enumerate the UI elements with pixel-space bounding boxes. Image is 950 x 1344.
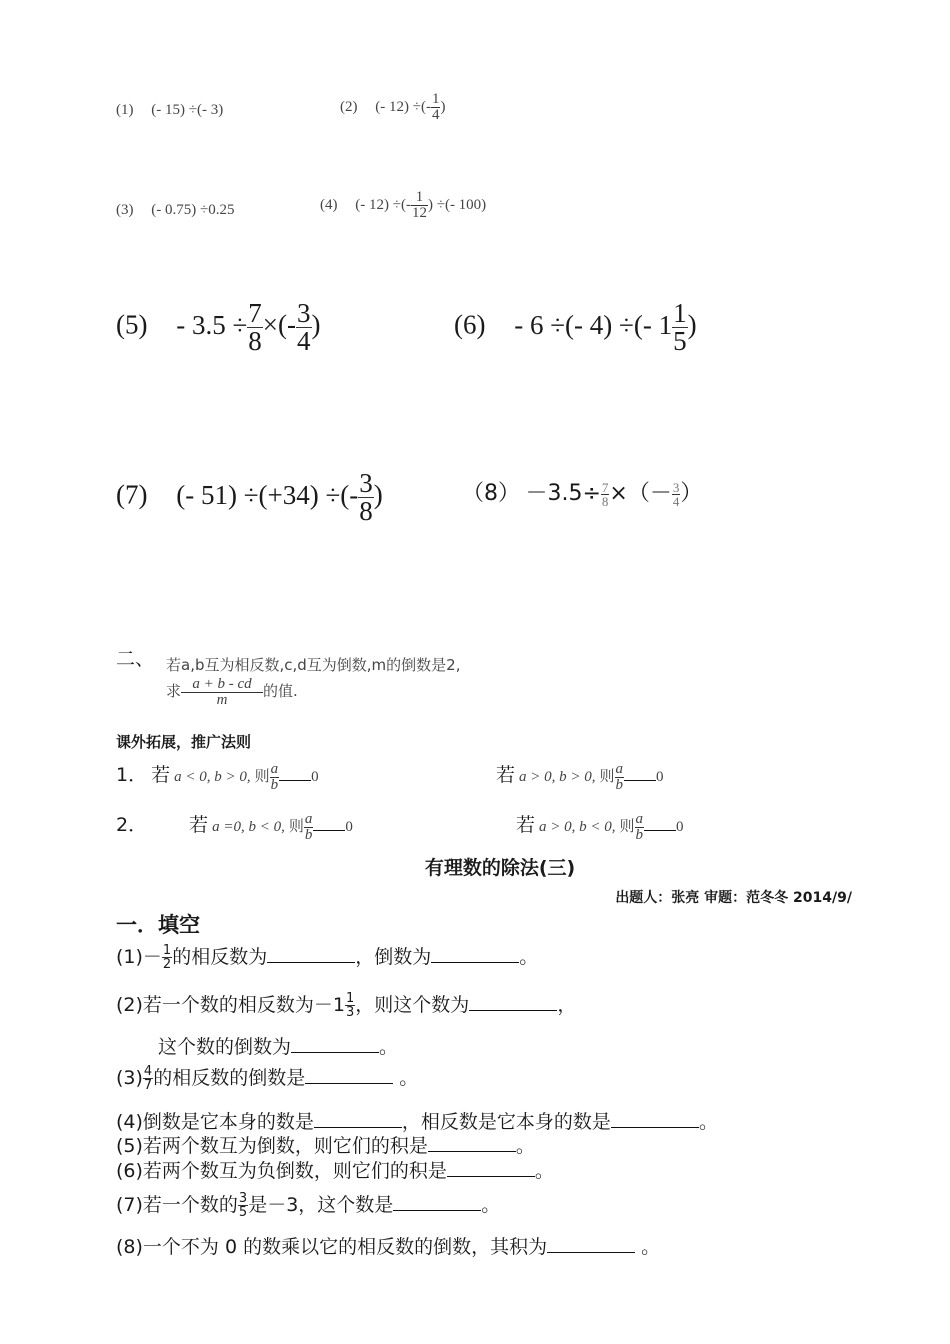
- denominator: m: [181, 692, 263, 708]
- problem-label: (1): [116, 102, 134, 118]
- section-2-line2: [166, 677, 298, 708]
- condition: a > 0, b > 0,: [519, 769, 596, 785]
- numerator: 3: [359, 468, 373, 498]
- section-2-line1: 若a,b互为相反数,c,d互为倒数,m的倒数是2,: [166, 656, 461, 674]
- fraction: [358, 470, 374, 525]
- extension-row-2b: [516, 810, 684, 843]
- numerator: 3: [238, 1191, 248, 1206]
- text: 这个数的倒数为: [158, 1036, 292, 1058]
- text: 的相反数的倒数是: [153, 1067, 306, 1089]
- numerator: 3: [672, 480, 680, 496]
- fraction: [238, 1192, 248, 1219]
- answer-blank[interactable]: [624, 764, 656, 781]
- numerator: 4: [143, 1064, 153, 1079]
- fraction: [162, 944, 172, 971]
- text: 。: [481, 1194, 501, 1216]
- problem-5: [116, 300, 321, 355]
- text: 。: [393, 1067, 419, 1089]
- fraction: [270, 762, 280, 793]
- fill-q7: [116, 1190, 500, 1219]
- answer-blank[interactable]: [313, 814, 345, 831]
- expression: - 6 ÷(- 4) ÷(- 1: [514, 309, 673, 340]
- fraction: [181, 677, 263, 708]
- text: (4)倒数是它本身的数是: [116, 1111, 314, 1133]
- fraction: [672, 300, 688, 355]
- numerator: 7: [248, 298, 262, 328]
- numerator: 3: [297, 298, 311, 328]
- numerator: a: [615, 760, 624, 777]
- text: 。: [519, 946, 539, 968]
- numerator: a: [635, 810, 644, 827]
- numerator: 1: [415, 189, 424, 205]
- problem-1: [116, 102, 223, 119]
- denominator: b: [615, 776, 624, 793]
- condition: a > 0, b < 0,: [539, 819, 616, 835]
- answer-blank[interactable]: [611, 1108, 699, 1128]
- text: 若: [496, 764, 516, 786]
- numerator: 1: [431, 91, 440, 107]
- text: 。: [534, 1160, 554, 1182]
- text: 0: [676, 819, 684, 835]
- fill-q8: [116, 1232, 660, 1259]
- problem-4: [320, 190, 486, 221]
- answer-blank[interactable]: [431, 943, 519, 963]
- numerator: a: [304, 810, 313, 827]
- fraction: [635, 812, 645, 843]
- answer-blank[interactable]: [644, 814, 676, 831]
- answer-blank[interactable]: [428, 1132, 516, 1152]
- problem-label: (7): [116, 479, 148, 510]
- expression: ）: [680, 481, 703, 506]
- denominator: b: [270, 776, 279, 793]
- text: 。: [515, 1135, 535, 1157]
- numerator: a: [270, 760, 279, 777]
- row-label: 1．: [116, 764, 148, 786]
- problem-label: (5): [116, 309, 148, 340]
- extension-heading: 课外拓展，推广法则: [116, 733, 252, 751]
- text: (5)若两个数互为倒数，则它们的积是: [116, 1135, 428, 1157]
- expression: ): [373, 479, 383, 510]
- expression: －3.5÷: [525, 481, 601, 506]
- denominator: 5: [673, 326, 687, 356]
- text: 0: [311, 769, 319, 785]
- answer-blank[interactable]: [547, 1233, 635, 1253]
- fill-q2-line2: [158, 1032, 398, 1059]
- expression: ) ÷(- 100): [427, 196, 487, 213]
- fill-q6: [116, 1156, 554, 1183]
- denominator: 12: [411, 205, 427, 221]
- text: ，: [557, 994, 577, 1016]
- problem-label: （8）: [462, 481, 520, 506]
- text: ，倒数为: [355, 946, 432, 968]
- fraction: [345, 992, 355, 1019]
- text: 0: [656, 769, 664, 785]
- fraction: [411, 190, 428, 221]
- denominator: 4: [672, 494, 680, 510]
- expression: (- 51) ÷(+34) ÷(-: [176, 479, 359, 510]
- expression: - 3.5 ÷: [176, 309, 248, 340]
- extension-row-2: [116, 810, 353, 843]
- fraction: [143, 1065, 153, 1092]
- denominator: 2: [162, 957, 172, 972]
- problem-7: [116, 470, 383, 525]
- row-label: 2．: [116, 814, 148, 836]
- denominator: 4: [297, 326, 311, 356]
- denominator: b: [635, 826, 644, 843]
- denominator: b: [304, 826, 313, 843]
- fill-q4: [116, 1107, 718, 1134]
- fill-q3: [116, 1063, 418, 1092]
- problem-8: [462, 476, 702, 508]
- answer-blank[interactable]: [314, 1108, 402, 1128]
- denominator: 8: [248, 326, 262, 356]
- text: (3): [116, 1067, 143, 1089]
- numerator: 7: [601, 480, 609, 496]
- problem-label: (3): [116, 202, 134, 218]
- text: (2)若一个数的相反数为－1: [116, 994, 346, 1016]
- answer-blank[interactable]: [267, 943, 355, 963]
- text: (6)若两个数互为负倒数，则它们的积是: [116, 1160, 447, 1182]
- problem-6: [454, 300, 697, 355]
- answer-blank[interactable]: [279, 764, 311, 781]
- fill-q1: [116, 942, 538, 971]
- text: 则: [288, 817, 304, 835]
- text: 。: [635, 1236, 661, 1258]
- fill-q2: [116, 990, 576, 1019]
- expression: ×（－: [609, 481, 672, 506]
- text: 的相反数为: [172, 946, 268, 968]
- text: 则: [254, 767, 270, 785]
- fraction: [615, 762, 625, 793]
- expression: (- 0.75) ÷0.25: [151, 202, 235, 218]
- denominator: 4: [431, 107, 440, 123]
- denominator: 8: [359, 496, 373, 526]
- fill-q5: [116, 1131, 535, 1158]
- problem-2: [340, 92, 445, 123]
- expression: (- 15) ÷(- 3): [151, 102, 224, 118]
- denominator: 5: [238, 1205, 248, 1220]
- extension-row-1b: [496, 760, 664, 793]
- section-2-label: 二、: [116, 648, 155, 670]
- extension-row-1: [116, 760, 319, 793]
- text: (1)－: [116, 946, 162, 968]
- problem-3: [116, 202, 234, 219]
- answer-blank[interactable]: [291, 1033, 379, 1053]
- expression: (- 12) ÷(-: [375, 98, 431, 115]
- answer-blank[interactable]: [469, 991, 557, 1011]
- numerator: 1: [673, 298, 687, 328]
- page-title: 有理数的除法(三): [424, 857, 576, 879]
- text: 若: [516, 814, 536, 836]
- answer-blank[interactable]: [305, 1064, 393, 1084]
- text: 的值.: [263, 681, 298, 700]
- numerator: a + b - cd: [192, 676, 252, 692]
- text: (8)一个不为 0 的数乘以它的相反数的倒数，其积为: [116, 1236, 548, 1258]
- text: 若: [189, 814, 209, 836]
- text: 0: [345, 819, 353, 835]
- numerator: 1: [162, 943, 172, 958]
- problem-label: (6): [454, 309, 486, 340]
- fraction: [296, 300, 312, 355]
- denominator: 3: [346, 1005, 355, 1020]
- expression: ): [440, 98, 446, 115]
- text: 求: [166, 681, 182, 700]
- condition: a < 0, b > 0,: [174, 769, 251, 785]
- expression: (- 12) ÷(-: [355, 196, 411, 213]
- text: 。: [379, 1036, 399, 1058]
- fill-heading: 一．填空: [116, 913, 200, 937]
- fraction: [247, 300, 263, 355]
- condition: a =0, b < 0,: [212, 819, 285, 835]
- text: ，相反数是它本身的数是: [401, 1111, 611, 1133]
- text: 则: [599, 767, 615, 785]
- answer-blank[interactable]: [447, 1157, 535, 1177]
- text: 则: [619, 817, 635, 835]
- fraction: [304, 812, 314, 843]
- problem-label: (2): [340, 98, 358, 115]
- denominator: 8: [601, 494, 609, 510]
- author-line: 出题人：张亮 审题：范冬冬 2014/9/: [615, 890, 852, 906]
- answer-blank[interactable]: [393, 1191, 481, 1211]
- text: ，则这个数为: [355, 994, 470, 1016]
- text: (7)若一个数的: [116, 1194, 238, 1216]
- expression: ×(-: [262, 309, 297, 340]
- expression: ): [311, 309, 321, 340]
- problem-label: (4): [320, 196, 338, 213]
- denominator: 7: [143, 1078, 153, 1093]
- text: 。: [698, 1111, 718, 1133]
- expression: ): [687, 309, 697, 340]
- numerator: 1: [346, 991, 355, 1006]
- text: 若: [151, 764, 171, 786]
- text: 是－3，这个数是: [248, 1194, 394, 1216]
